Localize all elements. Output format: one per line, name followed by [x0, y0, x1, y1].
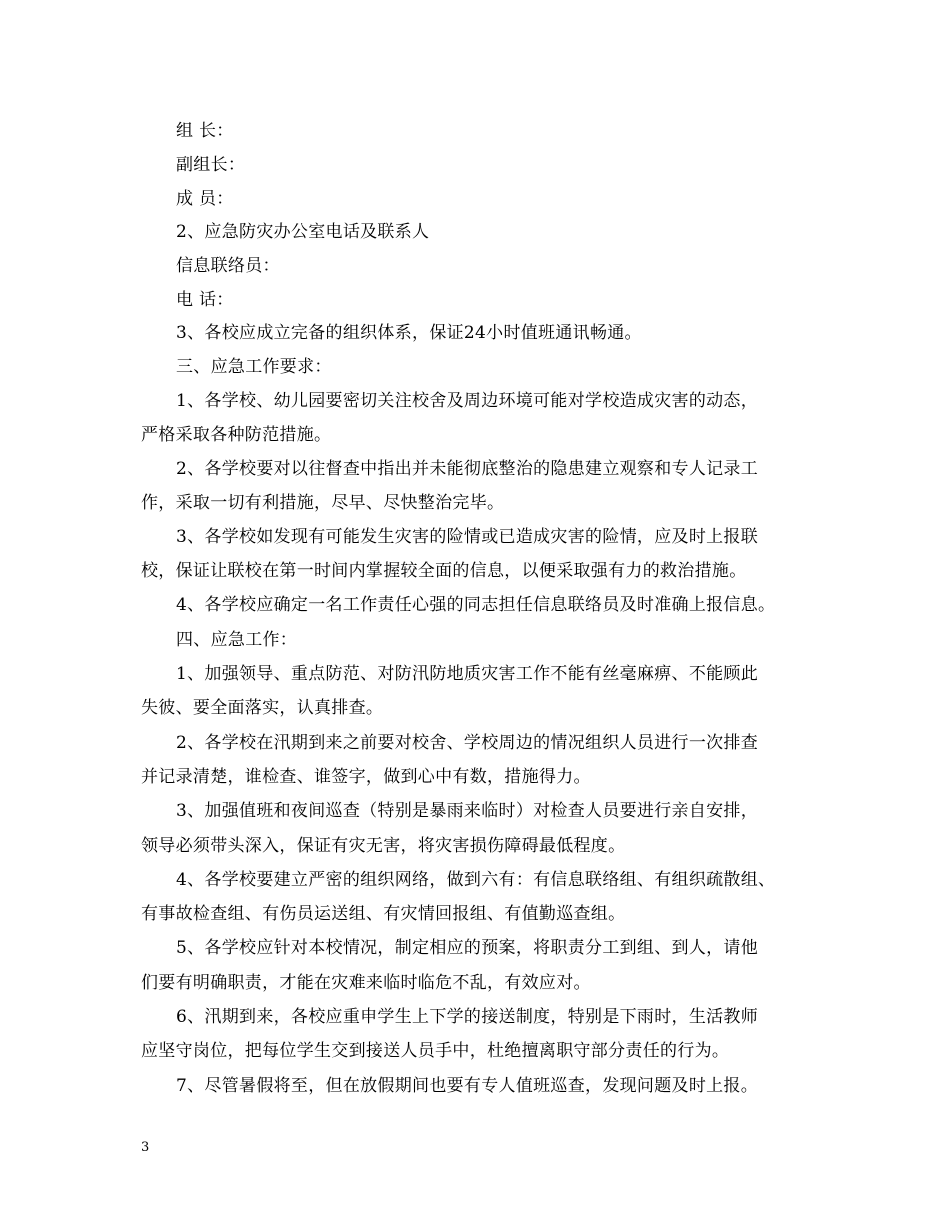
text-line: 3、加强值班和夜间巡查（特别是暴雨来临时）对检查人员要进行亲自安排，: [176, 801, 759, 821]
text-line: 4、各学校要建立严密的组织网络，做到六有：有信息联络组、有组织疏散组、: [176, 870, 776, 890]
text-line: 领导必须带头深入，保证有灾无害，将灾害损伤障碍最低程度。: [141, 836, 626, 856]
text-line: 们要有明确职责，才能在灾难来临时临危不乱，有效应对。: [141, 973, 591, 993]
text-line: 4、各学校应确定一名工作责任心强的同志担任信息联络员及时准确上报信息。: [176, 595, 776, 615]
text-line: 并记录清楚，谁检查、谁签字，做到心中有数，措施得力。: [141, 767, 591, 787]
text-line: 6、汛期到来，各校应重申学生上下学的接送制度，特别是下雨时，生活教师: [176, 1007, 759, 1027]
text-line: 成 员：: [176, 189, 234, 209]
text-line: 有事故检查组、有伤员运送组、有灾情回报组、有值勤巡查组。: [141, 904, 626, 924]
text-line: 2、各学校要对以往督查中指出并未能彻底整治的隐患建立观察和专人记录工: [176, 459, 759, 479]
section-heading: 四、应急工作：: [176, 630, 298, 650]
text-line: 信息联络员：: [176, 256, 280, 276]
text-line: 2、各学校在汛期到来之前要对校舍、学校周边的情况组织人员进行一次排查: [176, 733, 759, 753]
text-line: 2、应急防灾办公室电话及联系人: [176, 222, 430, 242]
text-line: 1、加强领导、重点防范、对防汛防地质灾害工作不能有丝毫麻痹、不能顾此: [176, 664, 759, 684]
text-line: 5、各学校应针对本校情况，制定相应的预案，将职责分工到组、到人，请他: [176, 938, 759, 958]
text-line: 应坚守岗位，把每位学生交到接送人员手中，杜绝擅离职守部分责任的行为。: [141, 1041, 730, 1061]
text-line: 组 长：: [176, 121, 234, 141]
text-line: 失彼、要全面落实，认真排查。: [141, 698, 384, 718]
text-line: 7、尽管暑假将至，但在放假期间也要有专人值班巡查，发现问题及时上报。: [176, 1076, 759, 1096]
text-line: 电 话：: [176, 290, 234, 310]
text-line: 严格采取各种防范措施。: [141, 425, 332, 445]
text-line: 1、各学校、幼儿园要密切关注校舍及周边环境可能对学校造成灾害的动态，: [176, 391, 759, 411]
text-line: 3、各校应成立完备的组织体系，保证24小时值班通讯畅通。: [176, 323, 642, 343]
text-line: 副组长：: [176, 155, 246, 175]
text-line: 作，采取一切有利措施，尽早、尽快整治完毕。: [141, 493, 505, 513]
page-number: 3: [141, 1140, 150, 1155]
text-line: 3、各学校如发现有可能发生灾害的险情或已造成灾害的险情，应及时上报联: [176, 527, 759, 547]
section-heading: 三、应急工作要求：: [176, 357, 332, 377]
text-line: 校，保证让联校在第一时间内掌握较全面的信息，以便采取强有力的救治措施。: [141, 561, 747, 581]
